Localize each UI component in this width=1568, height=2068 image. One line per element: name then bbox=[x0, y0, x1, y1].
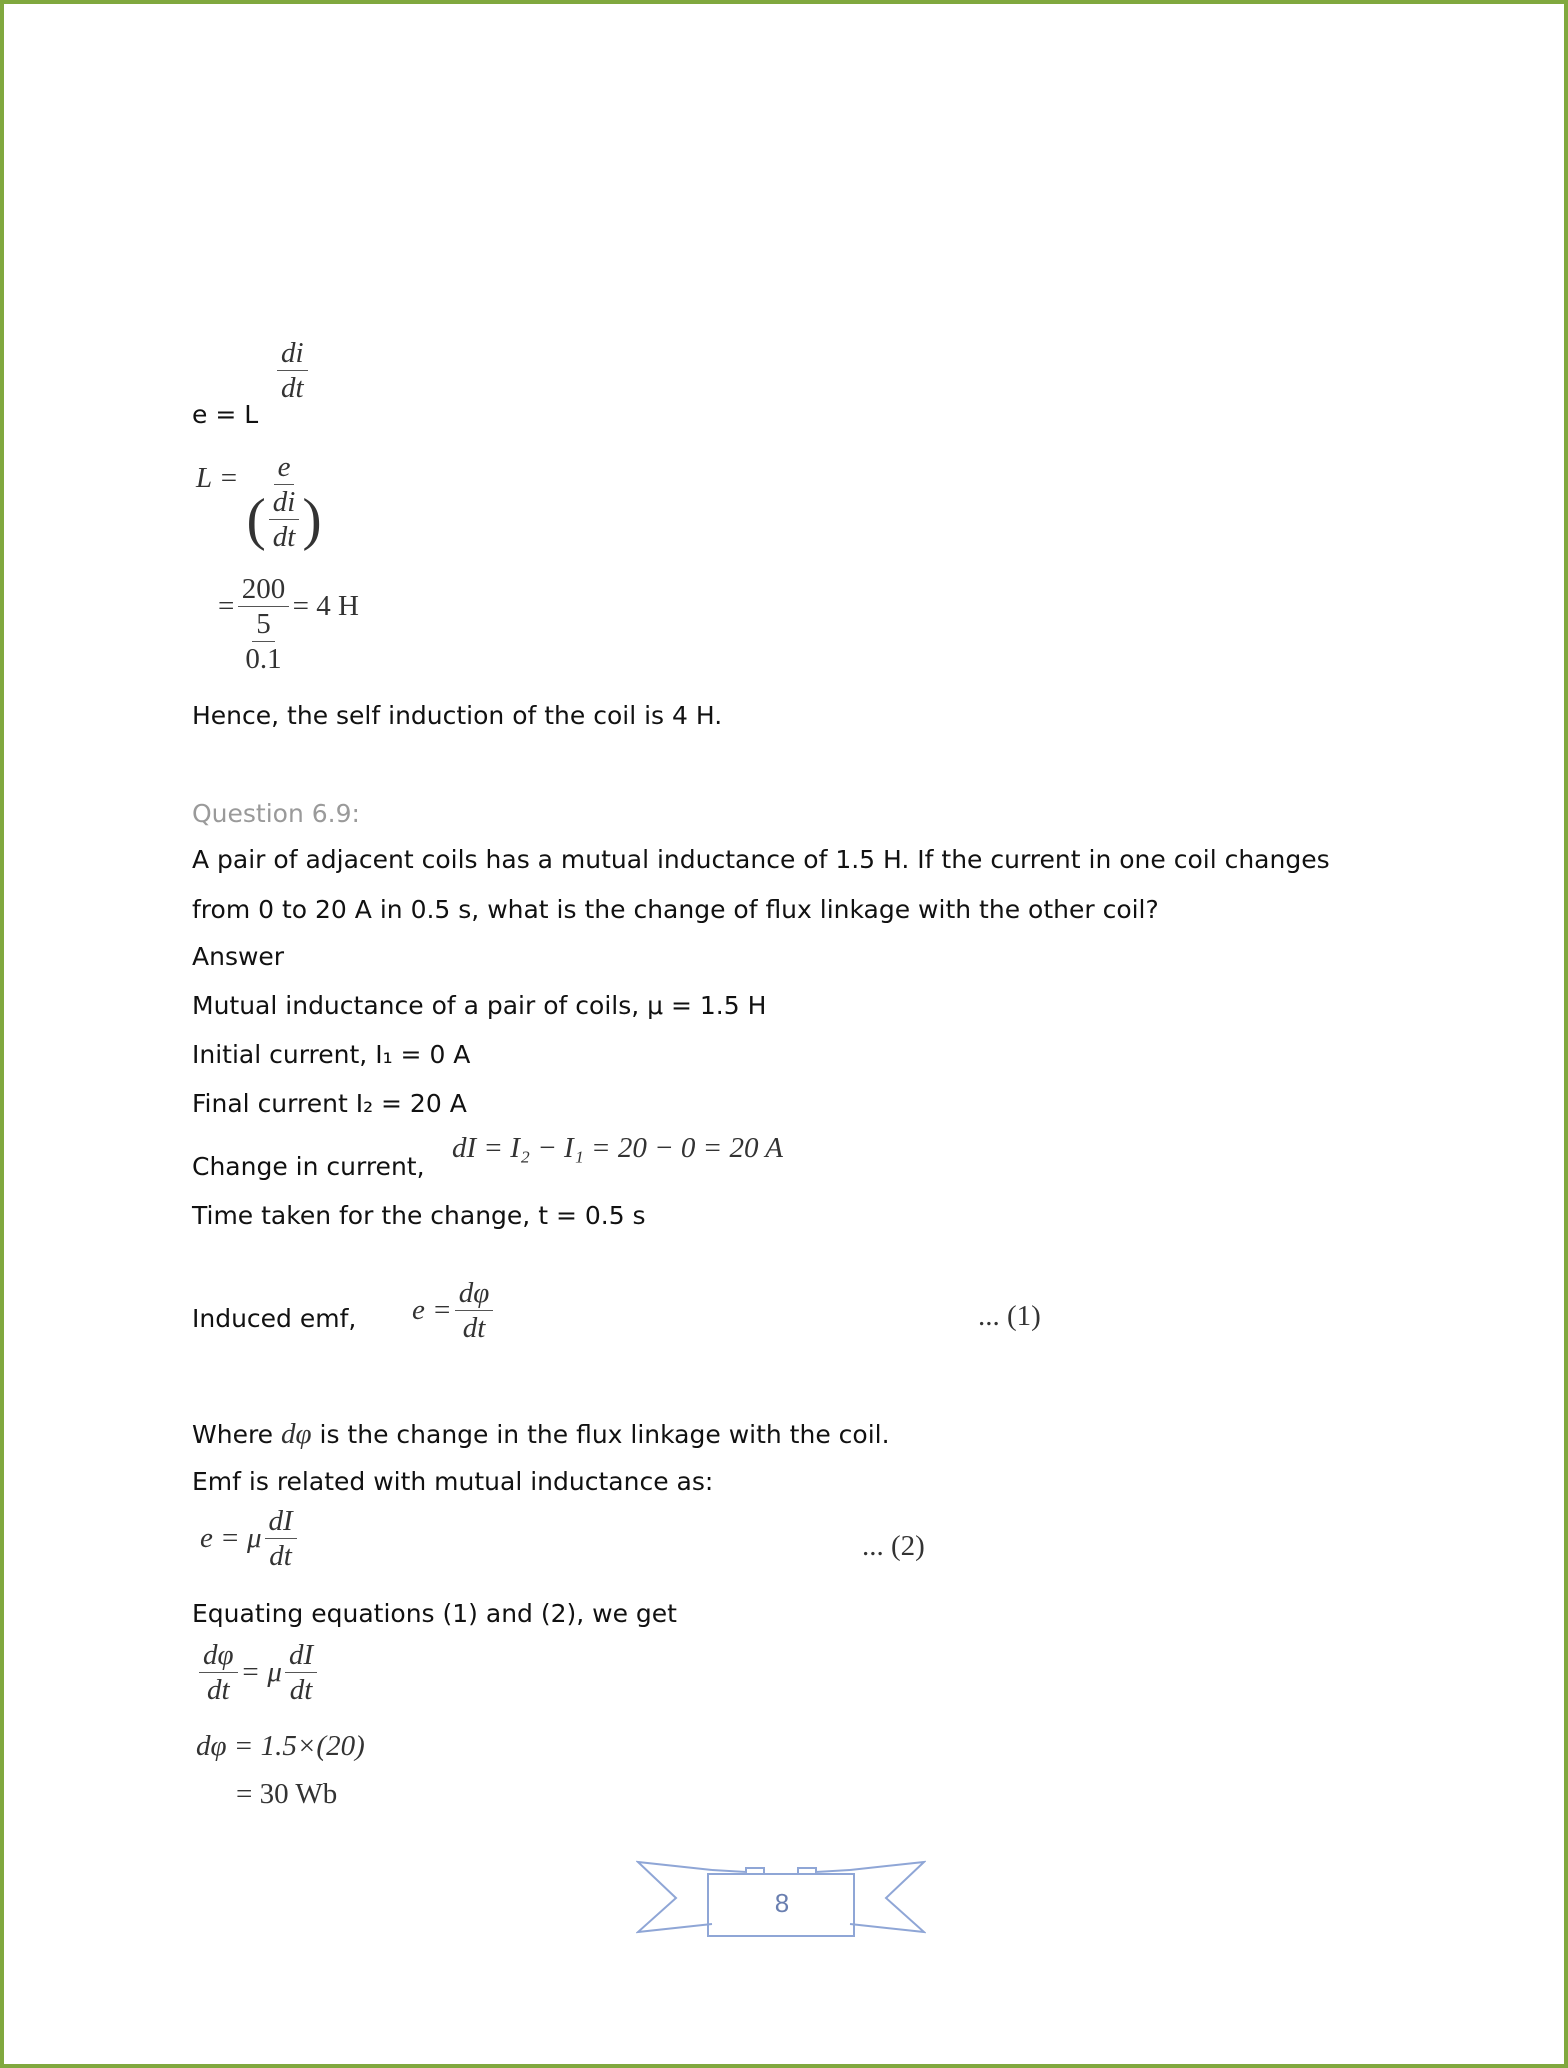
question-text: A pair of adjacent coils has a mutual inductance of 1.5 H. If the current in one coil changes bbox=[192, 845, 1330, 874]
answer-line: Equating equations (1) and (2), we get bbox=[192, 1599, 677, 1628]
equation-result: = 30 Wb bbox=[236, 1778, 338, 1810]
equation-equated: $\frac{d\varphi}{dt}$ = μ $\frac{dI}{dt}$ bbox=[196, 1638, 320, 1707]
question-text: from 0 to 20 A in 0.5 s, what is the change of flux linkage with the other coil? bbox=[192, 895, 1159, 924]
answer-line: Induced emf, bbox=[192, 1304, 357, 1333]
equation-L: L = e ( $\frac{di}{dt}$ ) bbox=[196, 451, 322, 553]
equation-L-value: = $\frac{200}{\frac{5}{0.1}}$ = 4 H bbox=[218, 573, 359, 675]
answer-line: Time taken for the change, t = 0.5 s bbox=[192, 1201, 646, 1230]
answer-line: Final current I₂ = 20 A bbox=[192, 1089, 467, 1118]
answer-label: Answer bbox=[192, 942, 285, 971]
page-number: 8 bbox=[774, 1888, 790, 1918]
answer-line: Emf is related with mutual inductance as: bbox=[192, 1467, 714, 1496]
equation-1: e = $\frac{d\varphi}{dt}$ bbox=[412, 1276, 496, 1345]
equation-text: e = L bbox=[192, 400, 259, 429]
equation-calc: dφ = 1.5×(20) bbox=[196, 1730, 365, 1762]
equation-dI: dI = I₂ − I₁ = 20 − 0 = 20 A bbox=[452, 1132, 783, 1164]
answer-line: Mutual inductance of a pair of coils, μ = 1.5 H bbox=[192, 991, 767, 1020]
answer-line: Initial current, I₁ = 0 A bbox=[192, 1040, 471, 1069]
fraction-di-dt: $\frac{di}{dt}$ bbox=[274, 336, 311, 405]
answer-line: Change in current, bbox=[192, 1152, 425, 1181]
conclusion-text: Hence, the self induction of the coil is 4 H. bbox=[192, 701, 723, 730]
equation-tag-1: ... (1) bbox=[978, 1300, 1041, 1332]
question-heading: Question 6.9: bbox=[192, 799, 360, 828]
answer-line: Where dφ is the change in the flux linkage with the coil. bbox=[192, 1418, 890, 1450]
equation-tag-2: ... (2) bbox=[862, 1530, 925, 1562]
equation-2: e = μ $\frac{dI}{dt}$ bbox=[200, 1504, 300, 1573]
